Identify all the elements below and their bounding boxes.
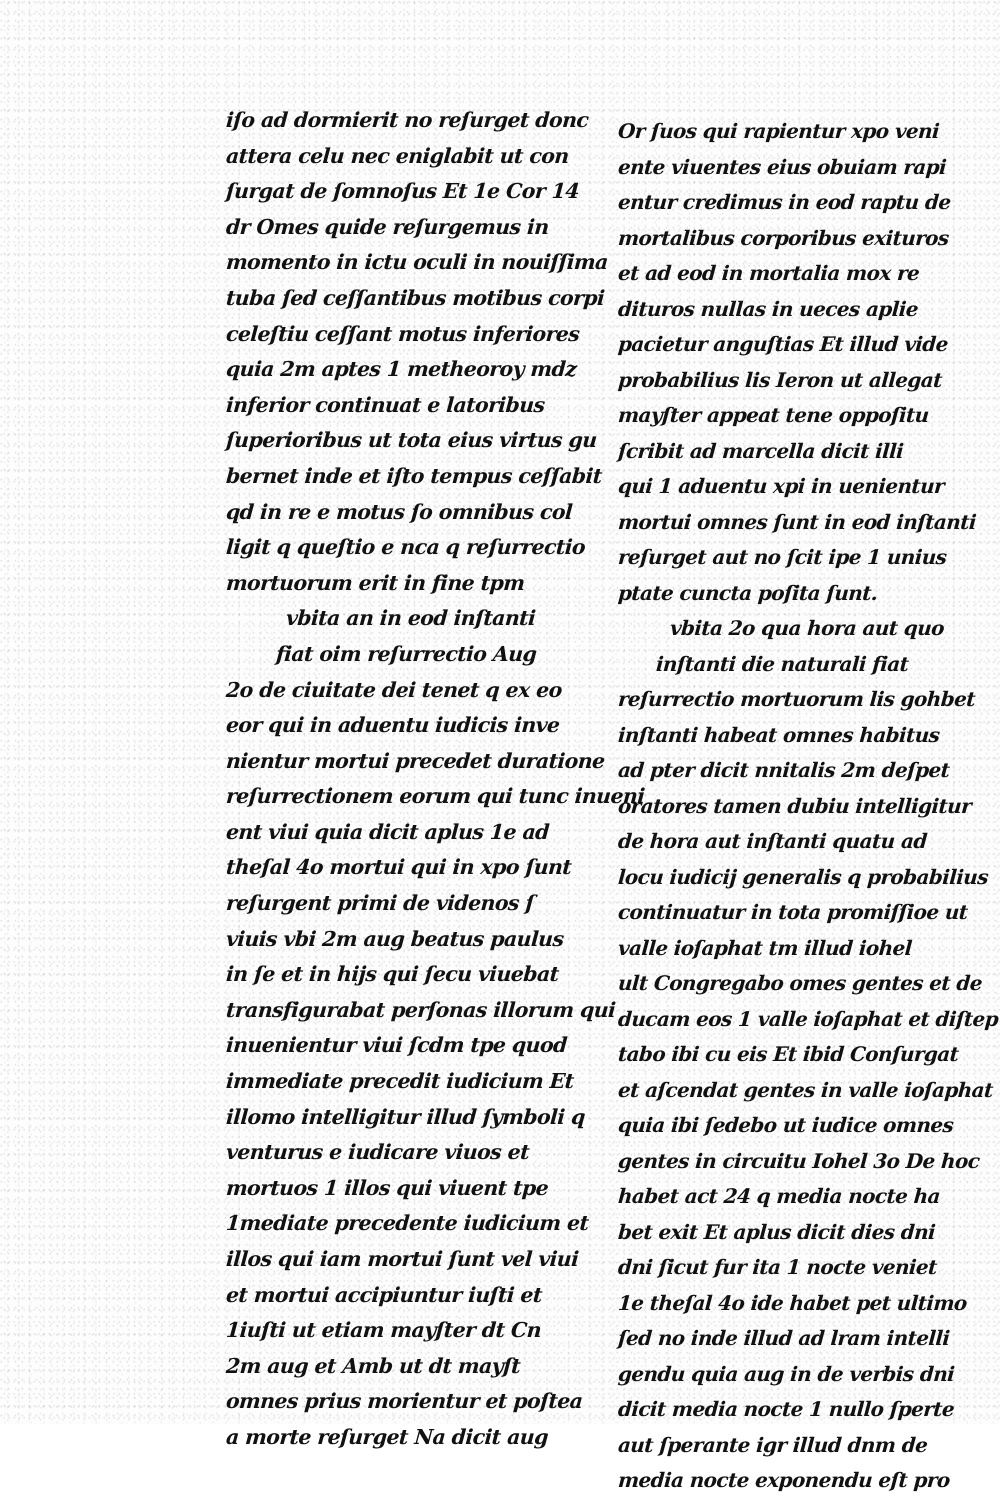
text-line: tabo ibi cu eis Et ibid Conſurgat xyxy=(617,1042,960,1066)
text-line: gentes in circuitu Iohel 3o De hoc xyxy=(617,1148,981,1173)
text-line: reſurrectio mortuorum lis gohbet xyxy=(617,687,976,711)
text-line: continuatur in tota promiſſioe ut xyxy=(617,900,969,924)
text-line: ent viui quia dicit aplus 1e ad xyxy=(225,819,550,844)
text-line: dni ſicut fur ita 1 nocte veniet xyxy=(617,1255,938,1279)
text-line: vbita 2o qua hora aut quo xyxy=(669,616,945,640)
text-line: illomo intelligitur illud ſymboli q xyxy=(225,1104,586,1129)
text-line: reſurget aut no ſcit ipe 1 unius xyxy=(617,545,948,569)
text-line: illos qui iam mortui ſunt vel viui xyxy=(225,1247,580,1271)
text-line: reſurrectionem eorum qui tunc inueni xyxy=(225,784,646,809)
text-line: entur credimus in eod raptu de xyxy=(617,190,952,214)
text-line: momento in ictu oculi in nouiſſima xyxy=(225,250,609,275)
text-line: inſtanti habeat omnes habitus xyxy=(617,722,941,747)
text-line: 2o de ciuitate dei tenet q ex eo xyxy=(225,677,563,702)
text-line: qd in re e motus ſo omnibus col xyxy=(225,499,574,524)
text-line: quia 2m aptes 1 metheoroy mdz xyxy=(225,357,578,382)
text-line: omnes prius morientur et poſtea xyxy=(225,1389,584,1414)
text-line: dicit media nocte 1 nullo ſperte xyxy=(617,1397,955,1421)
text-line: 2m aug et Amb ut dt mayſt xyxy=(225,1353,521,1378)
text-line: ptate cuncta poſita ſunt. xyxy=(617,580,879,605)
text-line: theſal 4o mortui qui in xpo ſunt xyxy=(225,855,573,880)
text-line: bernet inde et iſto tempus ceſſabit xyxy=(225,463,603,488)
text-line: inſtanti die naturali fiat xyxy=(655,651,910,676)
text-line: aut ſperante igr illud dnm de xyxy=(617,1432,929,1457)
text-line: ducam eos 1 valle ioſaphat et diſtep xyxy=(617,1006,999,1031)
text-line: ſcribit ad marcella dicit illi xyxy=(617,438,905,463)
text-line: dr Omes quide reſurgemus in xyxy=(225,214,550,239)
text-line: mortuorum erit in fine tpm xyxy=(225,570,526,595)
text-line: ſed no inde illud ad lram intelli xyxy=(617,1326,951,1350)
text-line: venturus e iudicare viuos et xyxy=(225,1140,530,1165)
text-line: locu iudicij generalis q probabilius xyxy=(617,864,989,889)
text-line: media nocte exponendu eſt pro xyxy=(617,1468,951,1492)
text-line: et ad eod in mortalia mox re xyxy=(617,261,921,285)
text-line: a morte reſurget Na dicit aug xyxy=(225,1424,549,1449)
text-line: ult Congregabo omes gentes et de xyxy=(617,971,983,995)
right-text-column xyxy=(617,114,999,1499)
text-line: ente viuentes eius obuiam rapi xyxy=(617,154,948,179)
text-line: eor qui in aduentu iudicis inve xyxy=(225,713,561,738)
text-line: bet exit Et aplus dicit dies dni xyxy=(617,1219,937,1244)
text-line: gendu quia aug in de verbis dni xyxy=(617,1361,956,1386)
text-line: transfigurabat perſonas illorum qui xyxy=(225,997,617,1022)
text-line: 1e theſal 4o ide habet pet ultimo xyxy=(617,1290,968,1315)
text-line: et mortui accipiuntur iuſti et xyxy=(225,1282,543,1307)
text-line: immediate precedit iudicium Et xyxy=(225,1069,575,1094)
text-line: celeſtiu ceſſant motus inferiores xyxy=(225,321,581,346)
text-line: inferior continuat e latoribus xyxy=(225,392,546,417)
text-line: pacietur anguſtias Et illud vide xyxy=(617,332,949,356)
text-line: dituros nullas in ueces aplie xyxy=(617,296,919,321)
text-line: oratores tamen dubiu intelligitur xyxy=(617,793,972,818)
text-line: mortalibus corporibus exituros xyxy=(617,225,950,250)
text-line: ſuperioribus ut tota eius virtus gu xyxy=(225,428,598,453)
text-line: vbita an in eod inſtanti xyxy=(285,606,537,631)
text-line: 1iuſti ut etiam mayſter dt Cn xyxy=(225,1318,542,1343)
text-line: attera celu nec eniglabit ut con xyxy=(225,143,570,168)
text-line: mortuos 1 illos qui viuent tpe xyxy=(225,1175,550,1200)
text-line: et aſcendat gentes in valle ioſaphat xyxy=(617,1077,994,1102)
text-line: in ſe et in hijs qui ſecu viuebat xyxy=(225,962,560,987)
text-line: viuis vbi 2m aug beatus paulus xyxy=(225,926,565,951)
text-line: fiat oim reſurrectio Aug xyxy=(275,641,538,666)
text-line: iſo ad dormierit no reſurget donc xyxy=(225,108,590,132)
text-line: tuba ſed ceſſantibus motibus corpi xyxy=(225,285,606,310)
text-line: valle ioſaphat tm illud iohel xyxy=(617,935,913,960)
text-line: mayſter appeat tene oppoſitu xyxy=(617,403,930,427)
text-line: qui 1 aduentu xpi in uenientur xyxy=(617,474,945,498)
text-line: inuenientur viui ſcdm tpe quod xyxy=(225,1033,568,1058)
text-line: ad pter dicit nnitalis 2m deſpet xyxy=(617,758,951,782)
text-line: quia ibi ſedebo ut iudice omnes xyxy=(617,1113,955,1137)
text-line: probabilius lis Ieron ut allegat xyxy=(617,367,943,392)
text-line: nientur mortui precedet duratione xyxy=(225,748,606,773)
text-line: reſurgent primi de videnos ſ xyxy=(225,891,535,916)
text-line: Or ſuos qui rapientur xpo veni xyxy=(617,119,940,143)
text-line: ſurgat de ſomnoſus Et 1e Cor 14 xyxy=(225,179,580,204)
text-line: habet act 24 q media nocte ha xyxy=(617,1184,941,1208)
text-line: ligit q queſtio e nca q reſurrectio xyxy=(225,535,586,560)
text-line: 1mediate precedente iudicium et xyxy=(225,1211,590,1236)
text-line: mortui omnes ſunt in eod inſtanti xyxy=(617,509,977,534)
text-line: de hora aut inſtanti quatu ad xyxy=(617,829,928,853)
left-text-column xyxy=(225,103,646,1456)
